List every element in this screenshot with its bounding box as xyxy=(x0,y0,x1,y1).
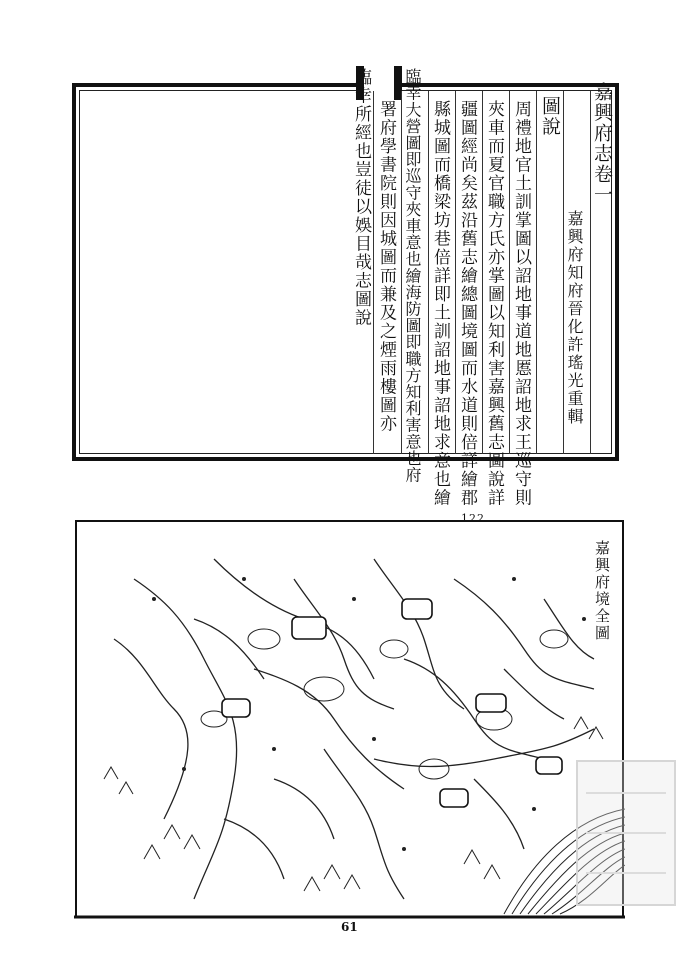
column-rule xyxy=(401,91,402,454)
page-number-bottom: 61 xyxy=(341,920,358,934)
column-rule xyxy=(482,91,483,454)
body-column-4: 縣城圖而橋梁坊巷倍詳即土訓詔地事詔地求意也繪 xyxy=(430,100,450,507)
map-border xyxy=(76,521,623,917)
lakes xyxy=(201,629,568,779)
map-drawing xyxy=(74,519,625,919)
column-rule xyxy=(536,91,537,454)
column-rule xyxy=(428,91,429,454)
section-heading: 圖說 xyxy=(539,96,561,137)
body-column-7: 臨幸所經也豈徒以娛目哉志圖說 xyxy=(351,68,371,327)
column-rule xyxy=(455,91,456,454)
place-marks xyxy=(152,577,586,851)
mountain-marks xyxy=(104,717,603,891)
page-number-top: 122 xyxy=(461,512,485,525)
blank-page-area xyxy=(82,93,354,453)
body-column-6: 署府學書院則因城圖而兼及之煙雨樓圖亦 xyxy=(376,100,396,433)
column-rule xyxy=(563,91,564,454)
body-column-2: 夾車而夏官職方氏亦掌圖以知利害嘉興舊志圖說詳 xyxy=(484,100,504,507)
prefecture-map xyxy=(74,519,625,919)
column-rule xyxy=(373,91,374,454)
compiler-line: 嘉興府知府晉化許瑤光重輯 xyxy=(565,210,584,426)
seal-line xyxy=(586,832,666,834)
seal-line xyxy=(586,792,666,794)
column-rule xyxy=(509,91,510,454)
body-column-3: 疆圖經尚矣茲沿舊志繪總圖境圖而水道則倍詳繪郡 xyxy=(457,100,477,507)
body-column-1: 周禮地官土訓掌圖以詔地事道地慝詔地求王巡守則 xyxy=(511,100,531,507)
volume-title: 嘉興府志卷一 xyxy=(591,82,613,205)
map-title: 嘉興府境全圖 xyxy=(593,540,611,642)
library-seal-stamp xyxy=(576,760,676,906)
seal-line xyxy=(586,872,666,874)
body-column-5: 臨幸大營圖即巡守夾車意也繪海防圖即職方知利害意也府 xyxy=(403,68,422,483)
river-network xyxy=(114,559,594,899)
